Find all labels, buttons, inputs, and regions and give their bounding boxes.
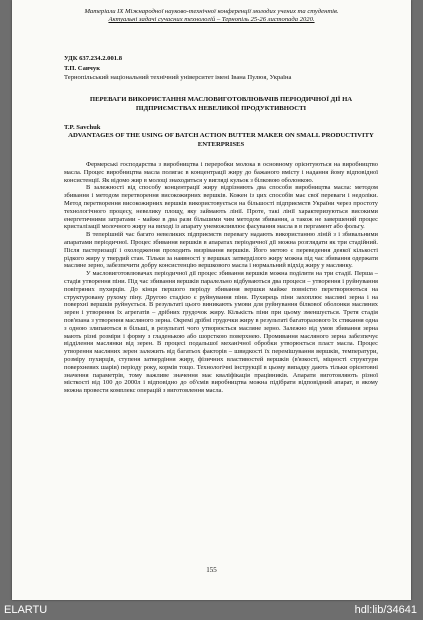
- repository-name: ELARTU: [4, 604, 48, 616]
- paragraph: В залежності від способу концентрації жиру відрізняють два способи виробництва масла: методом збивання і методом перетворення високожирних вершків. Кожен із цих способів має свої переваги і недоліки. Метод перетворення високожирних вершків використовується на більшості підприємств України через простоту технологічного процесу, невелику площу, яку займають лінії. Проте, такі лінії характеризуються високими енергетичними затратами - майже в два рази більшими чим методом збивання, а також не завершений процес кристалізації молочного жиру на виході із апарату унеможливлює фасування масла в в пергамент або фольгу.: [64, 184, 378, 231]
- udk-code: УДК 637.234.2.001.8: [64, 55, 122, 62]
- paragraph: В теперішній час багато невеликих підприємств перевагу надають використанню ліній з і збивальними апаратами періодичної. Процес збивання вершків в апаратах періодичної дії можна розглядати як три стадійний. Після пастеризації і охолодження проходить визрівання вершків. Його метою є переведення деякої кількості рідкого жиру у твердий стан. Тільки за наявності у вершках затверділого жиру можна під час збивання одержати масляне зерно, забезпечити добру консистенцію вершкового масла і нормальний відхід жиру у маслянку.: [64, 231, 378, 270]
- handle-id: hdl:lib/34641: [354, 604, 417, 616]
- author-uk: Т.П. Савчук: [64, 65, 100, 72]
- article-body: [64, 161, 378, 395]
- affiliation: Тернопільський національний технічний університет імені Івана Пулюя, Україна: [64, 74, 292, 81]
- page-number: 155: [206, 566, 217, 574]
- document-page: [12, 0, 411, 600]
- repository-footer: [0, 600, 423, 620]
- title-en: ADVANTAGES OF THE USING OF BATCH ACTION BUTTER MAKER ON SMALL PRODUCTIVITY ENTERPRISES: [68, 132, 374, 148]
- header-line-1: Матеріали IX Міжнародної науково-технічної конференції молодих учених та студентів.: [84, 8, 339, 15]
- header-line-2: Актуальні задачі сучасних технологій – Тернопіль 25-26 листопада 2020.: [108, 16, 315, 23]
- conference-header: [12, 8, 411, 24]
- title-uk: ПЕРЕВАГИ ВИКОРИСТАННЯ МАСЛОВИГОТОВЛЮВАЧІВ ПЕРІОДИЧНОЇ ДІЇ НА ПІДПРИЄМСТВАХ НЕВЕЛИКОЇ ПРОДУКТИВНОСТІ: [89, 96, 353, 112]
- paragraph: У масловиготовлювачах періодичної дії процес збивання вершків можна поділити на три стадії. Перша – стадія утворення піни. Під час збивання вершків паралельно відбуваються два процеси – утворення і руйнування повітряних пухирців. До кінця першого періоду збивання вершки майже повністю перетворюються на структуровану рухому піну. Другою стадією є руйнування піни. Пухирець піни захоплює масляні зерна і на поверхні вершків руйнується. В результаті цього виникають умови для руйнування білкової оболонки масляних зерен і утворення їх агрегатів – дрібних грудочок жиру. Кількість піни при цьому зменшується. Третя стадія пов'язана з утворення масляного зерна. Окремі дрібні грудочки жиру в результаті багаторазового їх стикання одна з одною злипаються в більші, в результаті чого утворюється масляне зерно. Залежно від умов збивання зерна мають різні розміри і форму з гладенькою або шорсткою поверхнею. Промивання масляного зерна забезпечує відділення маслянки від зерен. В процесі подальшої механічної обробки утворюється пласт масла. Процес утворення масляних зерен залежить від багатьох факторів – швидкості їх перемішування вершків, температури, розміру пухирців, ступеня затвердіння жиру, фізичних властивостей вершків (в'язкості, міцності структури поверхневих шарів) періоду року, кормів тощо. Технологічні інструкції в цьому випадку дають тільки орієнтовні значення параметрів, тому важливе значення має кваліфікація працівників. Апарати виготовляють різної місткості від 100 до 2000л і відповідно до об'ємів виробництва можна підібрати відповідний апарат, в якому можна провести комплекс операцій з виготовлення масла.: [64, 270, 378, 395]
- paragraph: Фермерські господарства з виробництва і переробки молока в основному орієнтуються на виробництво масла. Процес виробництва масла полягає в концентрації жиру до бажаного вмісту і надання йому відповідної консистенції. Як відомо жир в молоці знаходиться у вигляді кульок з білковою оболонкою.: [64, 161, 378, 184]
- author-en: T.P. Savchuk: [64, 124, 101, 131]
